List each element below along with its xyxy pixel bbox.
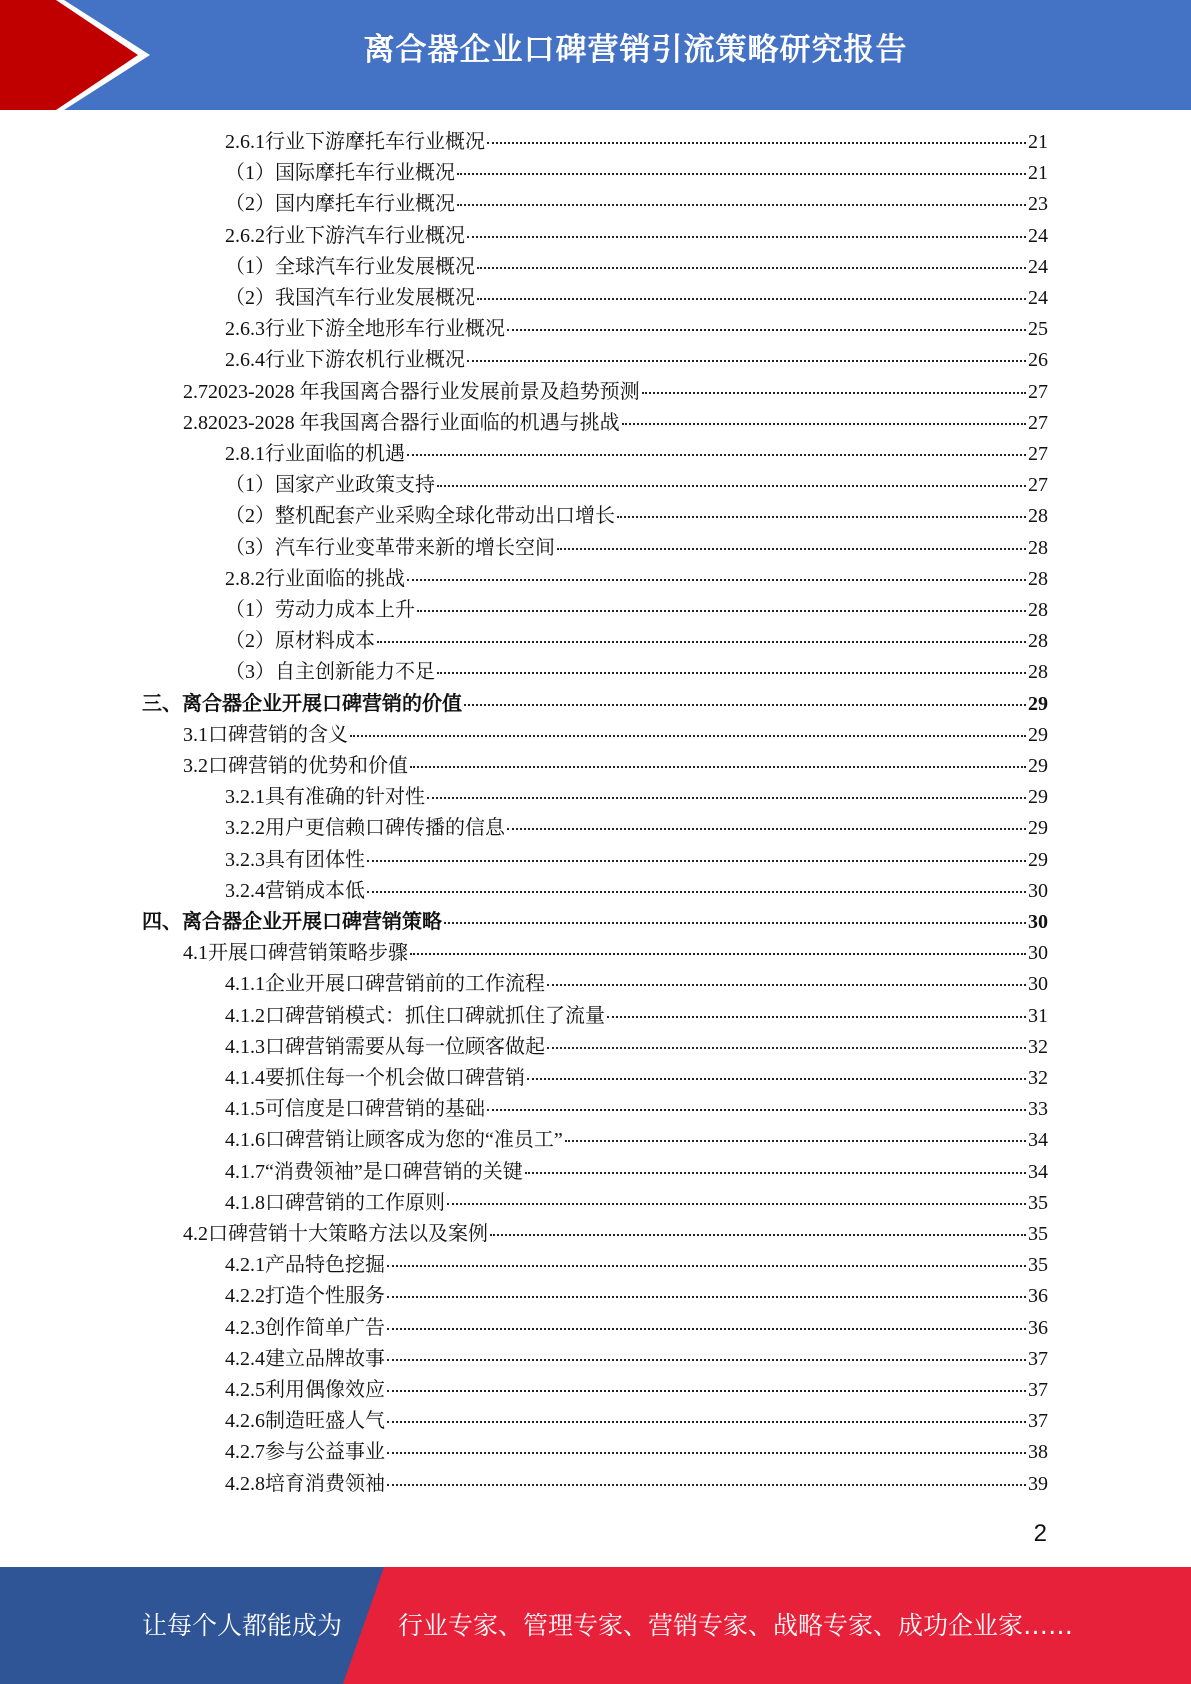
toc-entry[interactable] — [225, 595, 1048, 626]
toc-entry-number: 4.2.8 — [225, 1472, 265, 1495]
toc-entry-page: 36 — [1028, 1285, 1048, 1308]
toc-entry-page: 29 — [1028, 755, 1048, 777]
toc-entry[interactable] — [142, 907, 1048, 938]
footer-slogan: 让每个人都能成为 — [142, 1611, 343, 1640]
toc-dot-leader — [477, 267, 1026, 269]
toc-dot-leader — [387, 1328, 1026, 1330]
toc-dot-leader — [467, 360, 1026, 362]
toc-entry-number: 4.1.5 — [225, 1098, 265, 1121]
toc-entry-title: 口碑营销需要从每一位顾客做起 — [265, 1035, 545, 1058]
toc-dot-leader — [547, 984, 1026, 986]
toc-entry-page: 37 — [1028, 1410, 1048, 1433]
toc-entry-page: 36 — [1028, 1316, 1048, 1339]
toc-entry-number: 3.2 — [183, 755, 208, 777]
toc-dot-leader — [427, 797, 1026, 799]
toc-entry[interactable] — [225, 158, 1048, 189]
toc-entry-title: 培育消费领袖 — [265, 1472, 385, 1495]
toc-dot-leader — [464, 704, 1026, 706]
toc-entry[interactable] — [225, 845, 1048, 876]
toc-entry-title: 整机配套产业采购全球化带动出口增长 — [275, 505, 615, 528]
toc-entry-page: 33 — [1028, 1098, 1048, 1121]
toc-entry-title: 创作简单广告 — [265, 1316, 385, 1339]
toc-entry-number: 4.2.5 — [225, 1379, 265, 1401]
toc-entry-page: 30 — [1028, 942, 1048, 965]
page-number: 2 — [1033, 1520, 1047, 1547]
document-title: 离合器企业口碑营销引流策略研究报告 — [363, 32, 908, 68]
toc-dot-leader — [557, 548, 1026, 550]
toc-entry-number: 2.6.3 — [225, 318, 265, 341]
toc-entry-page: 39 — [1028, 1472, 1048, 1495]
toc-entry[interactable] — [225, 1188, 1048, 1219]
toc-entry-number: 4.1 — [183, 942, 208, 965]
toc-entry[interactable] — [225, 221, 1048, 252]
toc-entry-number: 3.2.4 — [225, 879, 265, 902]
toc-entry-number: 3.2.1 — [225, 786, 265, 809]
toc-entry[interactable] — [225, 782, 1048, 813]
footer-roles: 行业专家、管理专家、营销专家、战略专家、成功企业家…… — [398, 1611, 1074, 1640]
toc-entry[interactable] — [225, 1250, 1048, 1281]
toc-dot-leader — [407, 579, 1026, 581]
toc-dot-leader — [437, 672, 1026, 674]
toc-entry[interactable] — [225, 189, 1048, 220]
toc-entry-number: 4.1.2 — [225, 1004, 265, 1027]
toc-entry-page: 29 — [1028, 786, 1048, 809]
toc-entry-title: 开展口碑营销策略步骤 — [208, 942, 408, 965]
toc-entry[interactable] — [225, 1157, 1048, 1188]
toc-entry[interactable] — [225, 969, 1048, 1000]
toc-entry[interactable] — [225, 1281, 1048, 1312]
toc-entry-page: 35 — [1028, 1254, 1048, 1277]
toc-entry[interactable] — [225, 345, 1048, 376]
toc-dot-leader — [547, 1047, 1026, 1049]
toc-entry-number: 4.1.8 — [225, 1191, 265, 1214]
toc-entry-page: 26 — [1028, 349, 1048, 372]
toc-entry[interactable] — [225, 533, 1048, 564]
toc-entry-title: 国际摩托车行业概况 — [275, 162, 455, 185]
toc-entry-page: 32 — [1028, 1035, 1048, 1058]
toc-dot-leader — [387, 1296, 1026, 1298]
toc-entry[interactable] — [225, 1032, 1048, 1063]
toc-entry[interactable] — [225, 1344, 1048, 1375]
toc-entry-page: 21 — [1028, 162, 1048, 185]
toc-entry-number: （1） — [225, 599, 275, 621]
toc-dot-leader — [410, 766, 1026, 768]
toc-entry-title: 建立品牌故事 — [265, 1347, 385, 1370]
toc-entry-number: （3） — [225, 661, 275, 684]
toc-entry-page: 28 — [1028, 630, 1048, 653]
toc-entry-number: 3.2.3 — [225, 848, 265, 871]
toc-entry-title: 劳动力成本上升 — [275, 599, 415, 621]
toc-dot-leader — [444, 922, 1026, 924]
toc-entry-number: （2） — [225, 287, 275, 309]
toc-entry-page: 23 — [1028, 193, 1048, 216]
toc-entry-title: 制造旺盛人气 — [265, 1410, 385, 1433]
toc-entry-page: 27 — [1028, 411, 1048, 434]
toc-entry-title: 口碑营销让顾客成为您的“准员工” — [265, 1129, 563, 1152]
toc-dot-leader — [467, 236, 1026, 238]
toc-entry[interactable] — [225, 501, 1048, 532]
toc-entry-number: 2.6.1 — [225, 131, 265, 153]
toc-entry-title: 2023-2028 年我国离合器行业发展前景及趋势预测 — [208, 380, 640, 403]
toc-dot-leader — [407, 454, 1026, 456]
toc-dot-leader — [387, 1359, 1026, 1361]
toc-entry-title: 口碑营销的含义 — [208, 723, 348, 746]
toc-entry-number: （2） — [225, 505, 275, 528]
toc-entry[interactable] — [225, 657, 1048, 688]
toc-dot-leader — [410, 953, 1026, 955]
toc-dot-leader — [387, 1421, 1026, 1423]
toc-entry-number: 4.2.1 — [225, 1254, 265, 1277]
toc-entry-title: 具有团体性 — [265, 848, 365, 871]
toc-entry-page: 27 — [1028, 443, 1048, 465]
toc-entry-number: 4.2.4 — [225, 1347, 265, 1370]
toc-entry-page: 28 — [1028, 567, 1048, 590]
toc-entry-number: （2） — [225, 193, 275, 216]
toc-entry[interactable] — [183, 1219, 1048, 1250]
toc-entry-title: 国内摩托车行业概况 — [275, 193, 455, 216]
toc-dot-leader — [457, 173, 1026, 175]
toc-entry[interactable] — [225, 470, 1048, 501]
toc-entry-number: 4.2.6 — [225, 1410, 265, 1433]
toc-entry-page: 28 — [1028, 599, 1048, 621]
toc-entry-number: 4.2.3 — [225, 1316, 265, 1339]
toc-dot-leader — [367, 891, 1026, 893]
toc-dot-leader — [477, 298, 1026, 300]
toc-entry-page: 29 — [1028, 692, 1048, 715]
toc-dot-leader — [350, 735, 1026, 737]
toc-entry[interactable] — [225, 1313, 1048, 1344]
toc-entry[interactable] — [225, 1063, 1048, 1094]
toc-entry-title: 汽车行业变革带来新的增长空间 — [275, 536, 555, 559]
toc-entry-title: 打造个性服务 — [265, 1285, 385, 1308]
toc-entry-number: 4.1.6 — [225, 1129, 265, 1152]
toc-entry[interactable] — [225, 314, 1048, 345]
toc-entry-page: 27 — [1028, 474, 1048, 497]
toc-entry-title: 口碑营销的优势和价值 — [208, 755, 408, 777]
toc-entry-page: 28 — [1028, 536, 1048, 559]
toc-dot-leader — [490, 1234, 1026, 1236]
toc-dot-leader — [387, 1265, 1026, 1267]
toc-entry-page: 21 — [1028, 131, 1048, 153]
toc-dot-leader — [457, 204, 1026, 206]
toc-dot-leader — [487, 142, 1026, 144]
toc-entry[interactable] — [183, 751, 1048, 782]
toc-entry-title: 口碑营销模式：抓住口碑就抓住了流量 — [265, 1004, 605, 1027]
toc-entry-page: 24 — [1028, 287, 1048, 309]
toc-entry[interactable] — [225, 127, 1048, 158]
toc-entry[interactable] — [225, 1001, 1048, 1032]
toc-entry-page: 25 — [1028, 318, 1048, 341]
toc-entry-page: 27 — [1028, 380, 1048, 403]
toc-dot-leader — [507, 828, 1026, 830]
toc-entry-title: 自主创新能力不足 — [275, 661, 435, 684]
toc-entry-page: 24 — [1028, 224, 1048, 247]
toc-entry[interactable] — [225, 1437, 1048, 1468]
toc-entry-page: 30 — [1028, 879, 1048, 902]
toc-entry-number: 三、 — [142, 692, 182, 715]
toc-entry-title: 行业下游摩托车行业概况 — [265, 131, 485, 153]
toc-entry[interactable] — [225, 1094, 1048, 1125]
toc-entry-number: （1） — [225, 474, 275, 497]
toc-entry-number: 3.1 — [183, 723, 208, 746]
toc-entry-page: 35 — [1028, 1223, 1048, 1245]
toc-entry-title: 离合器企业开展口碑营销策略 — [182, 911, 442, 933]
toc-entry[interactable] — [183, 720, 1048, 751]
toc-entry[interactable] — [225, 1406, 1048, 1437]
toc-entry-page: 37 — [1028, 1347, 1048, 1370]
toc-dot-leader — [387, 1484, 1026, 1486]
toc-entry[interactable] — [225, 439, 1048, 470]
toc-dot-leader — [367, 860, 1026, 862]
toc-entry-page: 30 — [1028, 911, 1048, 933]
toc-entry[interactable] — [225, 1469, 1048, 1500]
toc-entry-title: 行业下游汽车行业概况 — [265, 224, 465, 247]
toc-entry-title: 行业下游农机行业概况 — [265, 349, 465, 372]
toc-entry-number: 4.1.7 — [225, 1160, 265, 1183]
toc-entry-number: （2） — [225, 630, 275, 653]
toc-entry-number: 4.1.1 — [225, 973, 265, 996]
toc-entry-title: “消费领袖”是口碑营销的关键 — [265, 1160, 523, 1183]
toc-entry-page: 32 — [1028, 1067, 1048, 1089]
toc-entry-number: 4.2.2 — [225, 1285, 265, 1308]
toc-entry-page: 29 — [1028, 817, 1048, 840]
toc-entry-title: 我国汽车行业发展概况 — [275, 287, 475, 309]
toc-entry-number: 2.7 — [183, 380, 208, 403]
toc-entry-number: （1） — [225, 162, 275, 185]
toc-entry[interactable] — [183, 408, 1048, 439]
toc-entry-title: 离合器企业开展口碑营销的价值 — [182, 692, 462, 715]
toc-entry[interactable] — [225, 626, 1048, 657]
toc-dot-leader — [527, 1078, 1026, 1080]
toc-entry[interactable] — [225, 283, 1048, 314]
toc-entry-title: 行业面临的机遇 — [265, 443, 405, 465]
toc-entry[interactable] — [142, 689, 1048, 720]
toc-entry[interactable] — [183, 938, 1048, 969]
toc-dot-leader — [447, 1203, 1026, 1205]
toc-dot-leader — [487, 1109, 1026, 1111]
toc-entry-title: 国家产业政策支持 — [275, 474, 435, 497]
toc-entry-title: 具有准确的针对性 — [265, 786, 425, 809]
toc-dot-leader — [525, 1172, 1026, 1174]
toc-entry-number: 4.2 — [183, 1223, 208, 1245]
toc-entry-page: 37 — [1028, 1379, 1048, 1401]
toc-entry[interactable] — [183, 377, 1048, 408]
toc-dot-leader — [387, 1390, 1026, 1392]
toc-entry-number: （1） — [225, 255, 275, 278]
toc-entry-page: 28 — [1028, 661, 1048, 684]
page-header — [0, 0, 1191, 110]
toc-entry-number: 3.2.2 — [225, 817, 265, 840]
toc-entry-title: 参与公益事业 — [265, 1441, 385, 1464]
toc-entry-title: 2023-2028 年我国离合器行业面临的机遇与挑战 — [208, 411, 620, 434]
toc-entry-page: 34 — [1028, 1160, 1048, 1183]
toc-entry-title: 企业开展口碑营销前的工作流程 — [265, 973, 545, 996]
toc-entry-number: 2.8 — [183, 411, 208, 434]
toc-entry-number: （3） — [225, 536, 275, 559]
toc-entry-title: 产品特色挖掘 — [265, 1254, 385, 1277]
toc-entry-title: 利用偶像效应 — [265, 1379, 385, 1401]
toc-entry-title: 行业面临的挑战 — [265, 567, 405, 590]
toc-entry-page: 24 — [1028, 255, 1048, 278]
toc-entry-title: 行业下游全地形车行业概况 — [265, 318, 505, 341]
toc-entry-title: 全球汽车行业发展概况 — [275, 255, 475, 278]
toc-entry-number: 2.8.1 — [225, 443, 265, 465]
toc-entry-title: 用户更信赖口碑传播的信息 — [265, 817, 505, 840]
toc-entry-page: 28 — [1028, 505, 1048, 528]
toc-entry-title: 口碑营销的工作原则 — [265, 1191, 445, 1214]
toc-dot-leader — [507, 329, 1026, 331]
toc-entry-title: 要抓住每一个机会做口碑营销 — [265, 1067, 525, 1089]
toc-entry-page: 38 — [1028, 1441, 1048, 1464]
toc-entry[interactable] — [225, 876, 1048, 907]
toc-entry-page: 35 — [1028, 1191, 1048, 1214]
toc-dot-leader — [617, 516, 1026, 518]
toc-entry[interactable] — [225, 564, 1048, 595]
toc-dot-leader — [377, 641, 1026, 643]
toc-entry-title: 可信度是口碑营销的基础 — [265, 1098, 485, 1121]
toc-entry-page: 29 — [1028, 723, 1048, 746]
toc-entry[interactable] — [225, 1375, 1048, 1406]
toc-entry[interactable] — [225, 813, 1048, 844]
page-footer — [0, 1567, 1191, 1684]
toc-entry-number: 2.8.2 — [225, 567, 265, 590]
toc-entry-title: 原材料成本 — [275, 630, 375, 653]
toc-entry-title: 营销成本低 — [265, 879, 365, 902]
toc-dot-leader — [387, 1452, 1026, 1454]
toc-entry-page: 34 — [1028, 1129, 1048, 1152]
toc-entry-page: 29 — [1028, 848, 1048, 871]
toc-dot-leader — [607, 1016, 1026, 1018]
toc-dot-leader — [622, 423, 1026, 425]
toc-entry-number: 4.1.4 — [225, 1067, 265, 1089]
toc-dot-leader — [417, 610, 1026, 612]
toc-dot-leader — [437, 485, 1026, 487]
toc-entry[interactable] — [225, 1125, 1048, 1156]
toc-entry-number: 2.6.4 — [225, 349, 265, 372]
toc-dot-leader — [565, 1140, 1026, 1142]
toc-entry-number: 2.6.2 — [225, 224, 265, 247]
toc-entry-title: 口碑营销十大策略方法以及案例 — [208, 1223, 488, 1245]
toc-entry[interactable] — [225, 252, 1048, 283]
toc-entry-number: 四、 — [142, 911, 182, 933]
toc-entry-page: 31 — [1028, 1004, 1048, 1027]
toc-entry-number: 4.2.7 — [225, 1441, 265, 1464]
toc-entry-page: 30 — [1028, 973, 1048, 996]
toc-entry-number: 4.1.3 — [225, 1035, 265, 1058]
toc-dot-leader — [642, 392, 1026, 394]
